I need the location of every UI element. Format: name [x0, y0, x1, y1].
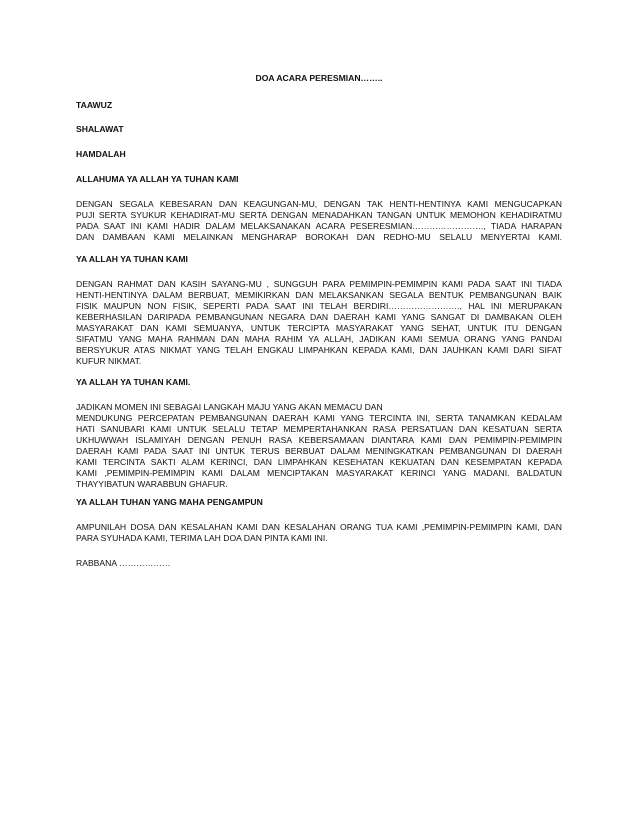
paragraph-momen: [76, 402, 562, 490]
paragraph-line: FISIK MAUPUN NON FISIK, SEPERTI PADA SAAT INI TELAH BERDIRI……………………., HAL INI MERUPAKAN: [76, 301, 562, 311]
paragraph-line: DENGAN SEGALA KEBESARAN DAN KEAGUNGAN-MU, DENGAN TAK HENTI-HENTINYA KAMI MENGUCAPKAN: [76, 199, 562, 209]
heading-taawuz: TAAWUZ: [76, 100, 113, 110]
heading-pengampun: YA ALLAH TUHAN YANG MAHA PENGAMPUN: [76, 497, 263, 507]
paragraph-line: MENDUKUNG PERCEPATAN PEMBANGUNAN DAERAH KAMI YANG TERCINTA INI, SERTA TANAMKAN KEDALAM: [76, 413, 562, 423]
paragraph-line: DAERAH KAMI PADA SAAT INI UNTUK TERUS BERBUAT DALAM MENINGKATKAN PEMBANGUNAN DI DAERAH: [76, 446, 562, 456]
paragraph-line: KUFUR NIKMAT.: [76, 356, 142, 366]
paragraph-line: KEBERHASILAN DARIPADA PEMBANGUNAN NEGARA DAN DAERAH KAMI YANG SANGAT DI DAMBAKAN OLEH: [76, 312, 562, 322]
closing-text: RABBANA ………………: [76, 558, 171, 568]
paragraph-line: SIFATMU YANG MAHA RAHMAN DAN MAHA RAHIM YA ALLAH, JADIKAN KAMI SEMUA ORANG YANG PANDAI: [76, 334, 562, 344]
paragraph-kebesaran: [76, 199, 562, 243]
paragraph-line: KAMI TERCINTA SAKTI ALAM KERINCI, DAN LIMPAHKAN KESEHATAN KEKUATAN DAN KESEMPATAN KEPADA: [76, 457, 562, 467]
paragraph-line: HATI SANUBARI KAMI UNTUK SELALU TETAP MEMPERTAHANKAN RASA PERSATUAN DAN KESATUAN SERTA: [76, 424, 562, 434]
paragraph-line: THAYYIBATUN WARABBUN GHAFUR.: [76, 479, 228, 489]
paragraph-ampunilah: [76, 522, 562, 544]
paragraph-line: DENGAN RAHMAT DAN KASIH SAYANG-MU , SUNGGUH PARA PEMIMPIN-PEMIMPIN KAMI PADA SAAT INI TIADA: [76, 279, 562, 289]
paragraph-line: PARA SYUHADA KAMI, TERIMA LAH DOA DAN PINTA KAMI INI.: [76, 533, 328, 543]
heading-allahuma: ALLAHUMA YA ALLAH YA TUHAN KAMI: [76, 174, 239, 184]
paragraph-line: BERSYUKUR ATAS NIKMAT YANG TELAH ENGKAU LIMPAHKAN KEPADA KAMI, DAN JAUHKAN KAMI DARI SIFAT: [76, 345, 562, 355]
paragraph-line: MASYARAKAT DAN KAMI SEMUANYA, UNTUK TERCIPTA MASYARAKAT YANG SEHAT, UNTUK ITU DENGAN: [76, 323, 562, 333]
paragraph-line: DAN DAMBAAN KAMI MELAINKAN MENGHARAP BOROKAH DAN REDHO-MU SELALU MENYERTAI KAMI.: [76, 232, 562, 242]
heading-shalawat: SHALAWAT: [76, 124, 124, 134]
heading-ya-allah-1: YA ALLAH YA TUHAN KAMI: [76, 254, 188, 264]
paragraph-line: UKHUWWAH ISLAMIYAH DENGAN PENUH RASA KEBERSAMAAN DIANTARA KAMI DAN PEMIMPIN-PEMIMPIN: [76, 435, 562, 445]
heading-hamdalah: HAMDALAH: [76, 149, 126, 159]
heading-ya-allah-2: YA ALLAH YA TUHAN KAMI.: [76, 377, 191, 387]
paragraph-line: AMPUNILAH DOSA DAN KESALAHAN KAMI DAN KESALAHAN ORANG TUA KAMI ,PEMIMPIN-PEMIMPIN KAMI, DAN: [76, 522, 562, 532]
paragraph-line: PADA SAAT INI KAMI HADIR DALAM MELAKSANAKAN ACARA PESERESMIAN……………………., TIADA HARAPAN: [76, 221, 562, 231]
paragraph-line: JADIKAN MOMEN INI SEBAGAI LANGKAH MAJU YANG AKAN MEMACU DAN: [76, 402, 383, 412]
paragraph-rahmat: [76, 279, 562, 367]
document-title: DOA ACARA PERESMIAN……..: [255, 73, 383, 83]
paragraph-line: KAMI ,PEMIMPIN-PEMIMPIN KAMI DALAM MENCIPTAKAN MASYARAKAT KERINCI YANG MADANI. BALDATUN: [76, 468, 562, 478]
paragraph-line: HENTI-HENTINYA DALAM BERBUAT, MEMIKIRKAN DAN MELAKSANKAN SEGALA BENTUK PEMBANGUNAN BAIK: [76, 290, 562, 300]
paragraph-line: PUJI SERTA SYUKUR KEHADIRAT-MU SERTA DENGAN MENADAHKAN TANGAN UNTUK MEMOHON KEHADIRATMU: [76, 210, 562, 220]
